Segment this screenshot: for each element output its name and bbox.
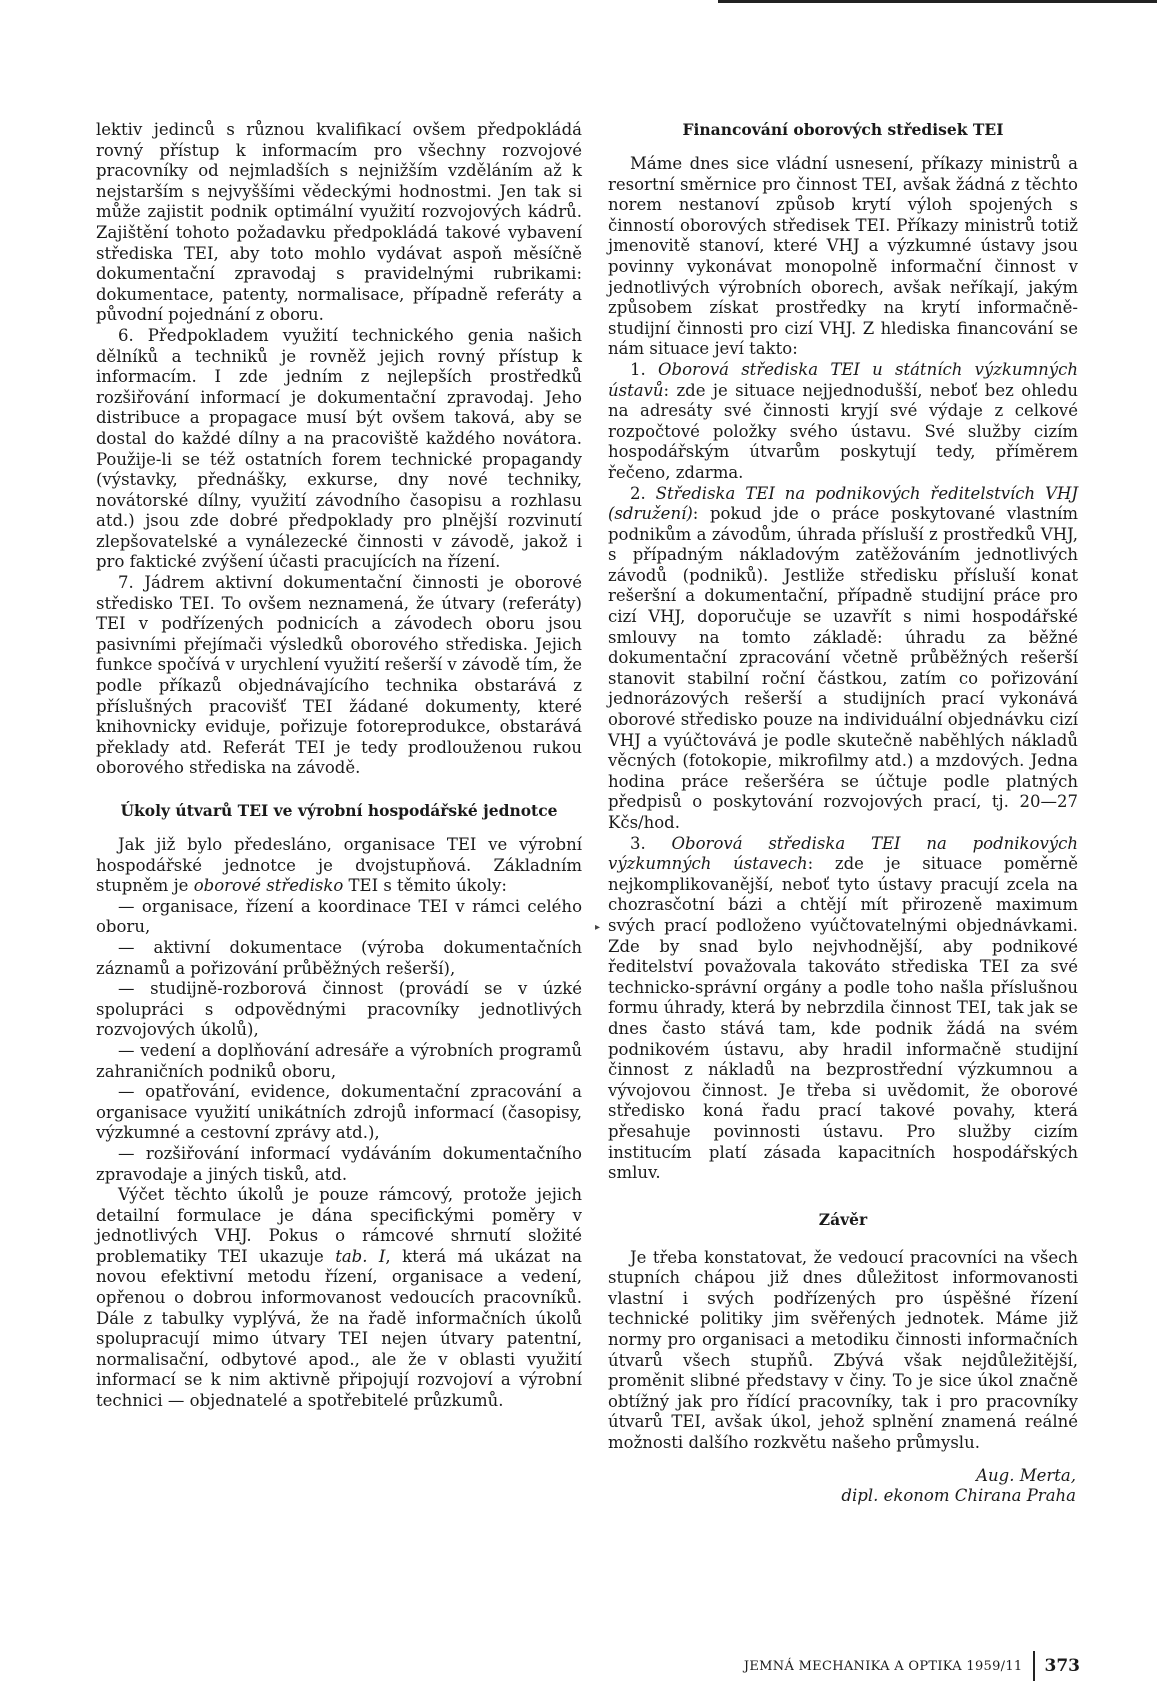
paragraph: Je třeba konstatovat, že vedoucí pracovníci na všech stupních chápou již dnes důležitost informovanosti vlastní i svých podřízených pro úspěšné řízení technické politiky jim svěřených jednotek. Máme již normy pro organisaci a metodiku činnosti informačních útvarů všech stupňů. Zbývá však nejdůležitější, proměnit slibné představy v činy. To je sice úkol značně obtížný jak pro řídící pracovníky, tak i pro pracovníky útvarů TEI, avšak úkol, jehož splnění znamená reálné možnosti dalšího rozkvětu našeho průmyslu.: [608, 1247, 1078, 1453]
paragraph: [96, 835, 582, 897]
section-heading: Úkoly útvarů TEI ve výrobní hospodářské jednotce: [120, 801, 558, 820]
author-name: Aug. Merta,: [976, 1465, 1076, 1485]
conclusion-heading: Závěr: [818, 1209, 868, 1229]
list-item: — aktivní dokumentace (výroba dokumentačních záznamů a pořizování průběžných rešerší),: [96, 937, 582, 978]
text-span: Jak již bylo předesláno, organisace TEI ve výrobní hospodářské jednotce je dvojstupňová. Základním stupněm je: [96, 835, 582, 896]
page-number: 373: [1044, 1656, 1080, 1676]
margin-mark: ▸: [595, 922, 601, 933]
list-item: — organisace, řízení a koordinace TEI v rámci celého oboru,: [96, 896, 582, 937]
author-title: dipl. ekonom Chirana Praha: [841, 1486, 1076, 1506]
list-item: — rozšiřování informací vydáváním dokumentačního zpravodaje a jiných tisků, atd.: [96, 1143, 582, 1184]
italic-span: tab. I: [335, 1246, 386, 1266]
italic-span: Oborová střediska TEI u státních výzkumných ústavů: [608, 359, 1078, 400]
text-span: 3.: [630, 833, 672, 853]
italic-span: oborové středisko: [193, 876, 344, 896]
paragraph: 6. Předpokladem využití technického genia našich dělníků a techniků je rovněž jejich rovný přístup k informacím. I zde jedním z nejlepších prostředků rozšiřování informací je dokumentační zpravodaj. Jeho distribuce a propagace musí být ovšem taková, aby se dostal do každé dílny a na pracoviště každého novátora. Použije-li se též ostatních forem technické propagandy (výstavky, přednášky, exkurse, dny nové techniky, novátorské dílny, využití závodního časopisu a rozhlasu atd.) jsou zde dobré předpoklady pro plnější rozvinutí zlepšovatelské a vynálezecké činnosti v závodě, jakož i pro faktické zvýšení účasti pracujících na řízení.: [96, 325, 582, 572]
paragraph: 7. Jádrem aktivní dokumentační činnosti je oborové středisko TEI. To ovšem neznamená, že útvary (referáty) TEI v podřízených podnicích a závodech oboru jsou pasivními přejímači výsledků oborového střediska. Jejich funkce spočívá v urychlení využití rešerší v závodě tím, že podle příkazů objednávajícího technika obstarává z příslušných pracovišť TEI žádané dokumenty, které knihovnicky eviduje, pořizuje fotoreprodukce, obstarává překlady atd. Referát TEI je tedy prodlouženou rukou oborového střediska na závodě.: [96, 573, 582, 778]
paragraph: [96, 1185, 582, 1412]
journal-title: JEMNÁ MECHANIKA A OPTIKA 1959/11: [743, 1658, 1023, 1674]
paragraph: Máme dnes sice vládní usnesení, příkazy ministrů a resortní směrnice pro činnost TEI, avšak žádná z těchto norem nestanoví způsob krytí výloh spojených s činností oborových středisek TEI. Příkazy ministrů totiž jmenovitě stanoví, které VHJ a výzkumné ústavy jsou povinny vykonávat monopolně informační činnost v jednotlivých výrobních oborech, avšak neříkají, jakým způsobem získat prostředky na krytí informačně-studijní činnosti pro cizí VHJ. Z hlediska financování se nám situace jeví takto:: [608, 154, 1078, 359]
signature: [608, 1466, 1078, 1507]
list-item: — studijně-rozborová činnost (provádí se v úzké spolupráci s odpovědnými pracovníky jednotlivých rozvojových úkolů),: [96, 979, 582, 1040]
text-span: 1.: [630, 359, 658, 379]
top-rule: [718, 0, 1157, 3]
right-column: [608, 120, 1078, 1507]
paragraph: [608, 834, 1078, 1184]
paragraph: [608, 484, 1078, 834]
left-column: [96, 120, 582, 1412]
text-span: 2.: [630, 483, 656, 503]
text-span: TEI s těmito úkoly:: [343, 876, 507, 896]
text-span: : pokud jde o práce poskytované vlastním podnikům a závodům, úhrada přísluší z prostředků VHJ, s případným nákladovým zatěžováním jednotlivých závodů (podniků). Jestliže středisku přísluší konat rešeršní a dokumentační, případně studijní práce pro cizí VHJ, doporučuje se uzavřít s nimi hospodářské smlouvy na tomto základě: úhradu za běžné dokumentační zpracování včetně průběžných rešerší stanovit stabilní roční částkou, zatím co pořizování jednorázových rešerší a studijních prací vykonává oborové středisko pouze na individuální objednávku cizí VHJ a vyúčtovává je podle skutečně naběhlých nákladů věcných (fotokopie, mikrofilmy atd.) a mzdových. Jedna hodina práce rešeršéra se účtuje podle platných předpisů o poskytování rozvojových prací, tj. 20—27 Kčs/hod.: [608, 504, 1078, 832]
paragraph: [608, 360, 1078, 484]
section-heading: Financování oborových středisek TEI: [682, 120, 1004, 139]
text-span: Výčet těchto úkolů je pouze rámcový, protože jejich detailní formulace je dána specifickými poměry v jednotlivých VHJ. Pokus o rámcové shrnutí složité problematiky TEI ukazuje: [96, 1185, 582, 1266]
text-span: : zde je situace nejjednodušší, neboť bez ohledu na adresáty své činnosti kryjí své výdaje z celkové rozpočtové položky svého ústavu. Své služby cizím hospodářským útvarům poskytují tedy, příměrem řečeno, zdarma.: [608, 380, 1078, 482]
text-span: , která má ukázat na novou efektivní metodu řízení, organisace a vedení, opřenou o dobrou informovanost vedoucích pracovníků. Dále z tabulky vyplývá, že na řadě informačních úkolů spolupracují mimo útvary TEI nejen útvary patentní, normalisační, odbytové apod., ale že v oblasti využití informací se k nim aktivně připojují rozvojoví a výrobní technici — objednatelé a spotřebitelé průzkumů.: [96, 1246, 582, 1411]
page-footer: [700, 1651, 1080, 1681]
text-span: : zde je situace poměrně nejkomplikovanější, neboť tyto ústavy pracují zcela na chozrasčotní bázi a chtějí mít přirozeně maximum svých prací podloženo vyúčtovatelnými objednávkami. Zde by snad bylo nejvhodnější, aby podnikové ředitelství považovala takováto střediska TEI za své technicko-správní orgány a podle toho našla příslušnou formu úhrady, která by nebrzdila činnost TEI, tak jak se dnes často stává tam, kde podnik žádá na svém podnikovém ústavu, aby hradil informačně studijní činnost z nákladů na bezprostřední výzkumnou a vývojovou činnost. Je třeba si uvědomit, že oborové středisko koná řadu prací takové povahy, která přesahuje povinnosti ústavu. Pro služby cizím institucím platí zásada kapacitních hospodářských smluv.: [608, 854, 1078, 1183]
list-item: — vedení a doplňování adresáře a výrobních programů zahraničních podniků oboru,: [96, 1040, 582, 1081]
list-item: — opatřování, evidence, dokumentační zpracování a organisace využití unikátních zdrojů informací (časopisy, výzkumné a cestovní zprávy atd.),: [96, 1082, 582, 1143]
italic-span: Střediska TEI na podnikových ředitelstvích VHJ (sdružení): [608, 483, 1078, 524]
italic-span: Oborová střediska TEI na podnikových výzkumných ústavech: [608, 833, 1078, 874]
paragraph: lektiv jedinců s různou kvalifikací ovšem předpokládá rovný přístup k informacím pro všechny rozvojové pracovníky od nejmladších s nejnižším vzděláním až k nejstarším s nejvyššími vědeckými hodnostmi. Jen tak si může zajistit podnik optimální využití rozvojových kádrů. Zajištění tohoto požadavku předpokládá takové vybavení střediska TEI, aby toto mohlo vydávat aspoň měsíčně dokumentační zpravodaj s pravidelnými rubrikami: dokumentace, patenty, normalisace, případně referáty a původní pojednání z oboru.: [96, 120, 582, 325]
